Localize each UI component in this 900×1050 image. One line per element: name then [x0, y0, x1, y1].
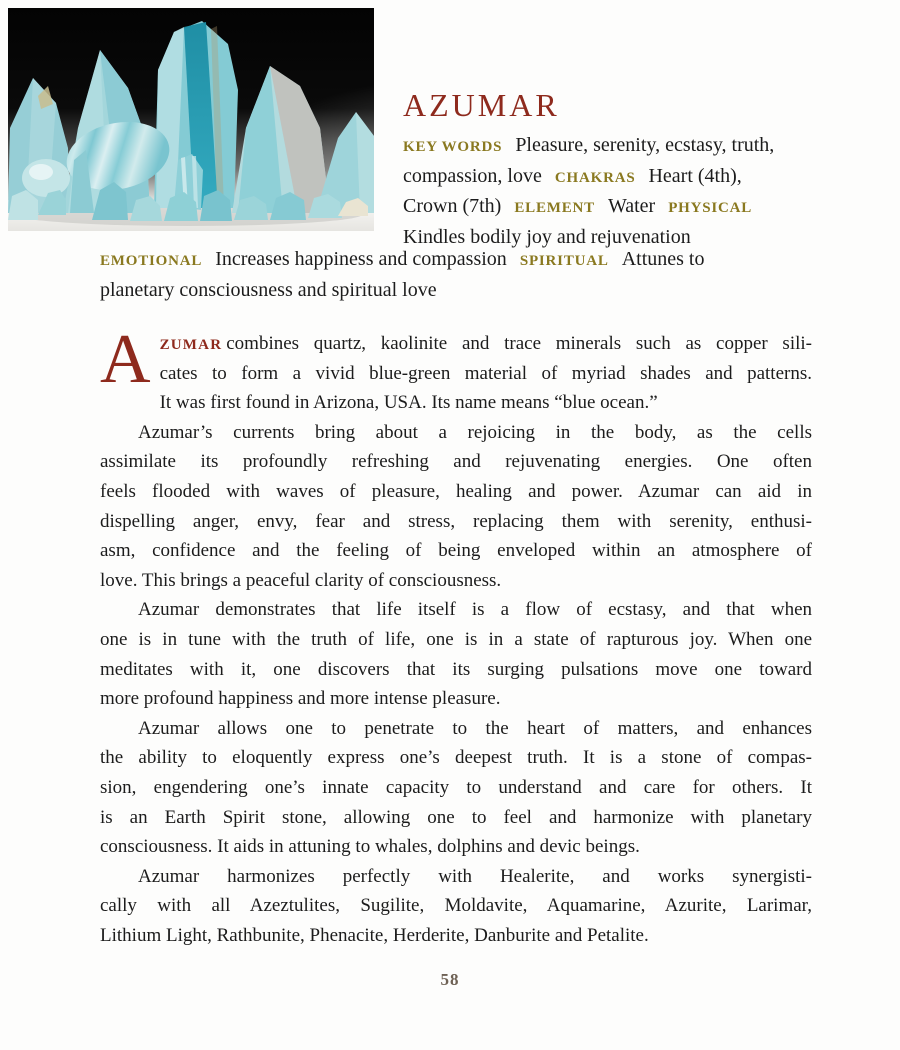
attribute-value: Water	[607, 195, 656, 217]
body-paragraph	[100, 714, 812, 862]
body-paragraph	[100, 321, 812, 418]
body-line: meditates with it, one discovers that its surging pulsations move one toward	[100, 658, 812, 680]
attribute-value: compassion, love	[403, 164, 542, 187]
attribute-label: ELEMENT	[514, 200, 595, 216]
attribute-label: PHYSICAL	[668, 200, 753, 216]
body-paragraph	[100, 595, 812, 713]
drop-cap: A	[100, 321, 151, 398]
body-line: feels flooded with waves of pleasure, healing and power. Azumar can aid in	[100, 480, 812, 502]
attribute-value: Crown (7th)	[403, 195, 502, 217]
azumar-photo-illustration	[8, 8, 374, 231]
attribute-label: EMOTIONAL	[100, 253, 203, 269]
attribute-label: SPIRITUAL	[519, 253, 609, 269]
article-body	[100, 321, 812, 950]
body-paragraph	[100, 862, 812, 951]
attribute-line	[403, 131, 823, 162]
attribute-value: planetary consciousness and spiritual love	[100, 278, 437, 301]
attribute-value: Attunes to	[621, 248, 705, 270]
attribute-value: Heart (4th),	[648, 164, 742, 187]
body-line: Azumar harmonizes perfectly with Healerite, and works synergisti-	[138, 865, 812, 887]
body-line: one is in tune with the truth of life, one is in a state of rapturous joy. When one	[100, 628, 812, 650]
attributes-right-column	[403, 131, 823, 251]
body-line: Lithium Light, Rathbunite, Phenacite, Herderite, Danburite and Petalite.	[100, 924, 649, 946]
body-line: It was first found in Arizona, USA. Its name means “blue ocean.”	[159, 392, 658, 414]
attribute-line	[100, 245, 816, 276]
body-line: Azumar’s currents bring about a rejoicing in the body, as the cells	[138, 421, 812, 443]
body-line: ZUMAR combines quartz, kaolinite and trace minerals such as copper sili-	[159, 333, 812, 354]
attribute-line	[100, 276, 816, 305]
attribute-value: Pleasure, serenity, ecstasy, truth,	[515, 134, 775, 156]
attribute-line	[403, 192, 823, 223]
body-line: asm, confidence and the feeling of being enveloped within an atmosphere of	[100, 540, 812, 562]
page-number: 58	[440, 970, 460, 989]
body-line: cally with all Azeztulites, Sugilite, Moldavite, Aquamarine, Azurite, Larimar,	[100, 895, 812, 917]
page-title: AZUMAR	[403, 87, 560, 124]
body-line: Azumar allows one to penetrate to the heart of matters, and enhances	[138, 717, 812, 739]
body-line: Azumar demonstrates that life itself is a flow of ecstasy, and that when	[138, 599, 812, 621]
body-line: dispelling anger, envy, fear and stress, replacing them with serenity, enthusi-	[100, 510, 812, 532]
attributes-full-width	[100, 245, 816, 304]
body-paragraph	[100, 418, 812, 596]
body-line: sion, engendering one’s innate capacity to understand and care for others. It	[100, 776, 812, 798]
body-line: assimilate its profoundly refreshing and rejuvenating energies. One often	[100, 451, 812, 473]
attribute-value: Increases happiness and compassion	[215, 248, 507, 270]
lead-small-caps: ZUMAR	[159, 337, 223, 353]
azumar-specimens-photo	[8, 8, 374, 231]
body-line: more profound happiness and more intense pleasure.	[100, 688, 501, 710]
attribute-value: Kindles bodily joy and rejuvenation	[403, 225, 691, 248]
body-line: consciousness. It aids in attuning to whales, dolphins and devic beings.	[100, 836, 640, 858]
body-line: is an Earth Spirit stone, allowing one to feel and harmonize with planetary	[100, 806, 812, 828]
attribute-line	[403, 162, 823, 193]
attribute-label: KEY WORDS	[403, 139, 503, 155]
body-line: cates to form a vivid blue-green material of myriad shades and patterns.	[159, 362, 812, 384]
body-line: the ability to eloquently express one’s deepest truth. It is a stone of compas-	[100, 747, 812, 769]
body-line: love. This brings a peaceful clarity of consciousness.	[100, 569, 502, 591]
attribute-label: CHAKRAS	[554, 169, 636, 186]
